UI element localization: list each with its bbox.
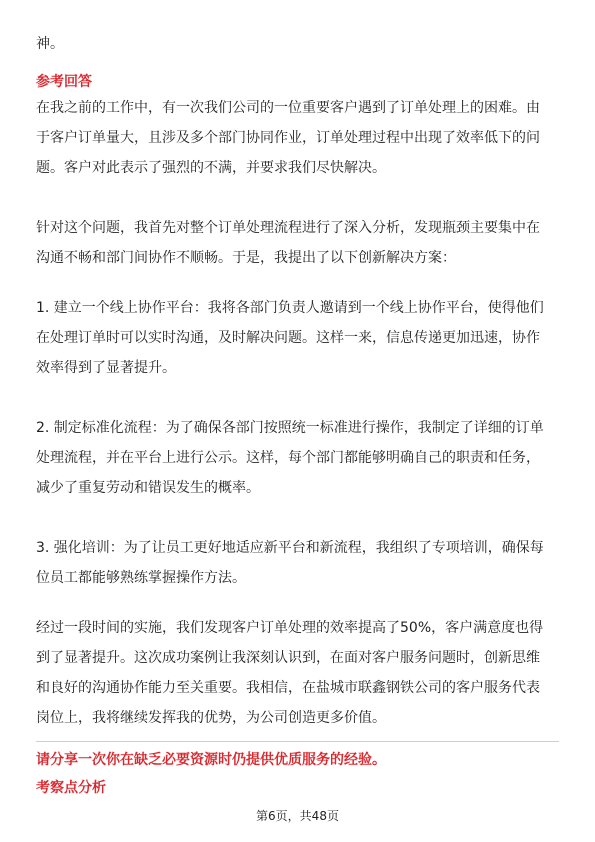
- page-number: 第6页，共48页: [256, 809, 339, 823]
- paragraph-5-line-2: 位员工都能够熟练掌握操作方法。: [36, 570, 246, 586]
- paragraph-6-line-4: 岗位上，我将继续发挥我的优势，为公司创造更多价值。: [36, 710, 386, 726]
- paragraph-1-line-1: 在我之前的工作中，有一次我们公司的一位重要客户遇到了订单处理上的困难。由: [36, 100, 540, 116]
- paragraph-5-line-1: 3. 强化培训：为了让员工更好地适应新平台和新流程，我组织了专项培训，确保每: [36, 540, 544, 556]
- paragraph-3-line-2: 在处理订单时可以实时沟通，及时解决问题。这样一来，信息传递更加迅速，协作: [36, 330, 540, 346]
- section-divider: [36, 741, 559, 742]
- paragraph-3-line-3: 效率得到了显著提升。: [36, 360, 176, 376]
- next-question: 请分享一次你在缺乏必要资源时仍提供优质服务的经验。: [36, 752, 386, 768]
- paragraph-6-line-1: 经过一段时间的实施，我们发现客户订单处理的效率提高了50%，客户满意度也得: [36, 620, 544, 636]
- answer-heading: 参考回答: [36, 74, 92, 90]
- paragraph-3-line-1: 1. 建立一个线上协作平台：我将各部门负责人邀请到一个线上协作平台，使得他们: [36, 300, 544, 316]
- paragraph-4-line-1: 2. 制定标准化流程：为了确保各部门按照统一标准进行操作，我制定了详细的订单: [36, 420, 544, 436]
- paragraph-2-line-1: 针对这个问题，我首先对整个订单处理流程进行了深入分析，发现瓶颈主要集中在: [36, 220, 540, 236]
- paragraph-1-line-3: 题。客户对此表示了强烈的不满，并要求我们尽快解决。: [36, 160, 386, 176]
- paragraph-6-line-3: 和良好的沟通协作能力至关重要。我相信，在盐城市联鑫钢铁公司的客户服务代表: [36, 680, 540, 696]
- paragraph-6-line-2: 到了显著提升。这次成功案例让我深刻认识到，在面对客户服务问题时，创新思维: [36, 650, 540, 666]
- paragraph-fragment: 神。: [36, 36, 64, 52]
- paragraph-4-line-3: 减少了重复劳动和错误发生的概率。: [36, 480, 260, 496]
- paragraph-4-line-2: 处理流程，并在平台上进行公示。这样，每个部门都能够明确自己的职责和任务，: [36, 450, 540, 466]
- paragraph-1-line-2: 于客户订单量大，且涉及多个部门协同作业，订单处理过程中出现了效率低下的问: [36, 130, 540, 146]
- paragraph-2-line-2: 沟通不畅和部门间协作不顺畅。于是，我提出了以下创新解决方案：: [36, 250, 456, 266]
- analysis-heading: 考察点分析: [36, 780, 106, 796]
